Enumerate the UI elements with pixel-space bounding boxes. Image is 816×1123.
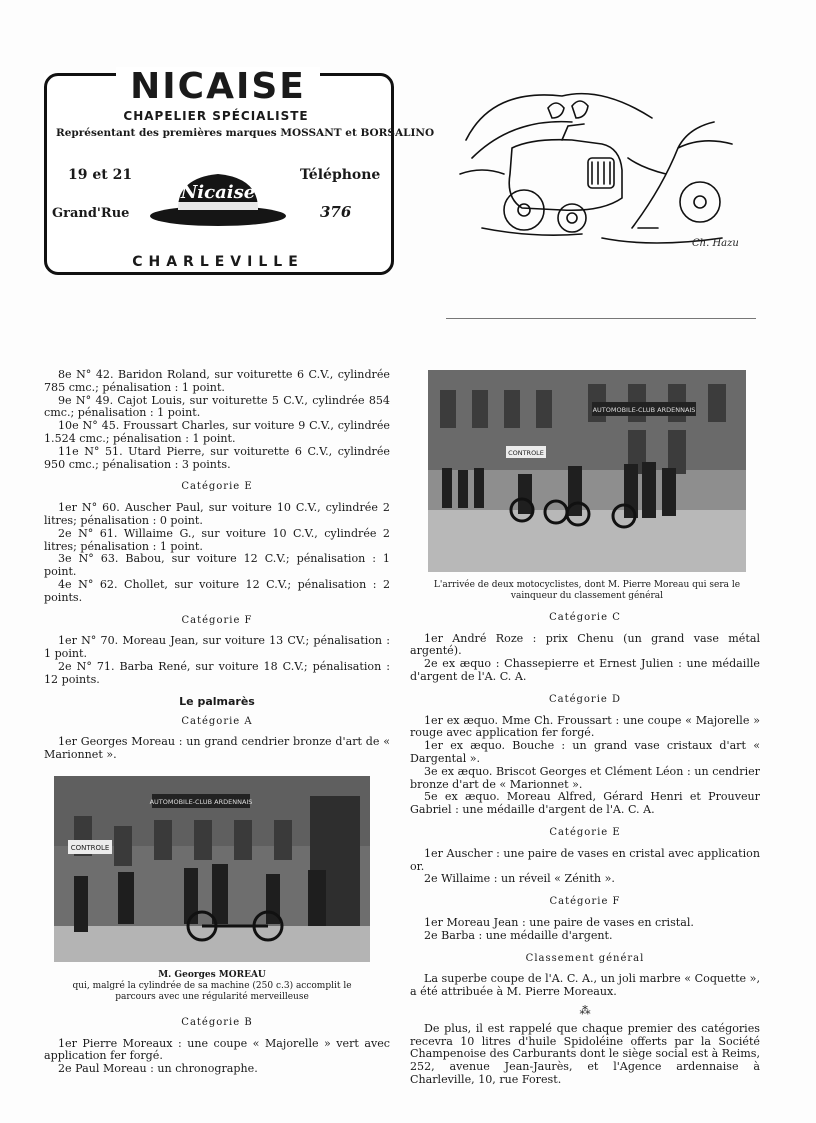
divider-line [446,318,756,319]
caption-name: M. Georges MOREAU [158,969,266,980]
result-entry: 2e Willaime : un réveil « Zénith ». [424,872,615,886]
caption-text: qui, malgré la cylindrée de sa machine (250 c.3) accomplit le parcours avec une régularité merveilleuse [72,980,352,1002]
category-e-heading: Catégorie E [549,826,621,838]
asterism-ornament: ⁂ [579,1003,591,1017]
cartoon-signature: Ch. Hazu [692,238,739,249]
result-entry: 1er Georges Moreau : un grand cendrier bronze d'art de « Marionnet ». [44,735,390,762]
car-cartoon-illustration [452,78,752,264]
motorcyclists-photo-block [428,370,746,602]
result-entry: 2e N° 71. Barba René, sur voiture 18 C.V.; pénalisation : 12 points. [44,659,390,686]
ad-representant: Représentant des premières marques MOSSANT et BORSALINO [56,127,435,139]
photo-club-sign: AUTOMOBILE-CLUB ARDENNAIS [149,797,253,806]
photo-club-sign: AUTOMOBILE-CLUB ARDENNAIS [592,406,696,414]
motorcyclists-photo [428,370,746,572]
georges-moreau-photo [54,776,370,962]
general-classification-heading: Classement général [525,952,645,964]
ad-address-number: 19 et 21 [68,167,133,183]
result-entry: 1er N° 60. Auscher Paul, sur voiture 10 C.V., cylindrée 2 litres; pénalisation : 0 point. [44,501,390,527]
general-classification-text: La superbe coupe de l'A. C. A., un joli marbre « Coquette », a été attribuée à M. Pierre Moreaux. [410,972,760,999]
photo-controle-sign: CONTROLE [70,843,110,852]
category-c-heading: Catégorie C [549,611,621,623]
ad-subtitle: CHAPELIER SPÉCIALISTE [123,109,309,123]
ad-phone-label: Téléphone [300,167,381,183]
result-entry: 5e ex æquo. Moreau Alfred, Gérard Henri et Prouveur Gabriel : une médaille d'argent de l'A. C. A. [410,790,760,817]
result-entry: 1er Moreau Jean : une paire de vases en cristal. [424,915,694,929]
closing-paragraph: De plus, il est rappelé que chaque premier des catégories recevra 10 litres d'huile Spidoléine offerts par la Société Champenoise des Carburants dont le siège social est à Reims, 252, avenue Jean-Jaurès, et l'Agence ardennaise à Charleville, 10, rue Forest. [410,1021,760,1086]
result-entry: 1er Pierre Moreaux : une coupe « Majorelle » vert avec application fer forgé. [44,1036,390,1063]
hatter-advertisement [44,66,435,273]
hat-script-text: Nicaise [180,182,256,203]
result-entry: 9e N° 49. Cajot Louis, sur voiturette 5 C.V., cylindrée 854 cmc.; pénalisation : 1 point. [44,393,390,420]
result-entry: 11e N° 51. Utard Pierre, sur voiturette 6 C.V., cylindrée 950 cmc.; pénalisation : 3 points. [44,444,390,471]
result-entry: 2e N° 61. Willaime G., sur voiture 10 C.V., cylindrée 2 litres; pénalisation : 1 point. [44,526,390,553]
category-f-heading: Catégorie F [549,896,621,908]
result-entry: 3e ex æquo. Briscot Georges et Clément Léon : un cendrier bronze d'art de « Marionnet ». [410,764,760,791]
category-a-heading: Catégorie A [181,715,253,727]
right-column [410,370,760,1087]
ad-phone-number: 376 [320,203,352,221]
result-entry: 1er Auscher : une paire de vases en cristal avec application or. [410,846,760,873]
hat-illustration [148,160,288,230]
category-f-heading: Catégorie F [181,614,253,626]
ad-city: CHARLEVILLE [94,254,342,270]
palmares-heading: Le palmarès [179,694,255,708]
georges-moreau-photo-block [54,776,378,1003]
result-entry: 2e ex æquo : Chassepierre et Ernest Julien : une médaille d'argent de l'A. C. A. [410,657,760,683]
ad-address-street: Grand'Rue [52,206,130,221]
category-b-heading: Catégorie B [181,1016,253,1028]
result-entry: 2e Paul Moreau : un chronographe. [58,1062,258,1076]
georges-moreau-caption [54,970,370,1003]
result-entry: 1er André Roze : prix Chenu (un grand vase métal argenté). [410,631,760,658]
result-entry: 10e N° 45. Froussart Charles, sur voiture 9 C.V., cylindrée 1.524 cmc.; pénalisation : 1 point. [44,419,390,445]
result-entry: 4e N° 62. Chollet, sur voiture 12 C.V.; pénalisation : 2 points. [44,577,390,604]
result-entry: 8e N° 42. Baridon Roland, sur voiturette 6 C.V., cylindrée 785 cmc.; pénalisation : 1 point. [44,368,390,394]
ad-brand: NICAISE [116,67,320,107]
category-e-heading: Catégorie E [181,481,253,493]
result-entry: 3e N° 63. Babou, sur voiture 12 C.V.; pénalisation : 1 point. [44,552,390,579]
result-entry: 1er ex æquo. Mme Ch. Froussart : une coupe « Majorelle » rouge avec application fer forgé. [410,713,760,740]
result-entry: 1er N° 70. Moreau Jean, sur voiture 13 CV.; pénalisation : 1 point. [44,634,390,661]
left-column [44,369,390,1076]
photo-controle-sign: CONTROLE [508,449,544,457]
category-d-heading: Catégorie D [548,693,622,705]
result-entry: 1er ex æquo. Bouche : un grand vase cristaux d'art « Dargental ». [410,739,760,765]
motorcyclists-caption: L'arrivée de deux motocyclistes, dont M. Pierre Moreau qui sera le vainqueur du classement général [433,579,741,601]
result-entry: 2e Barba : une médaille d'argent. [424,928,613,942]
